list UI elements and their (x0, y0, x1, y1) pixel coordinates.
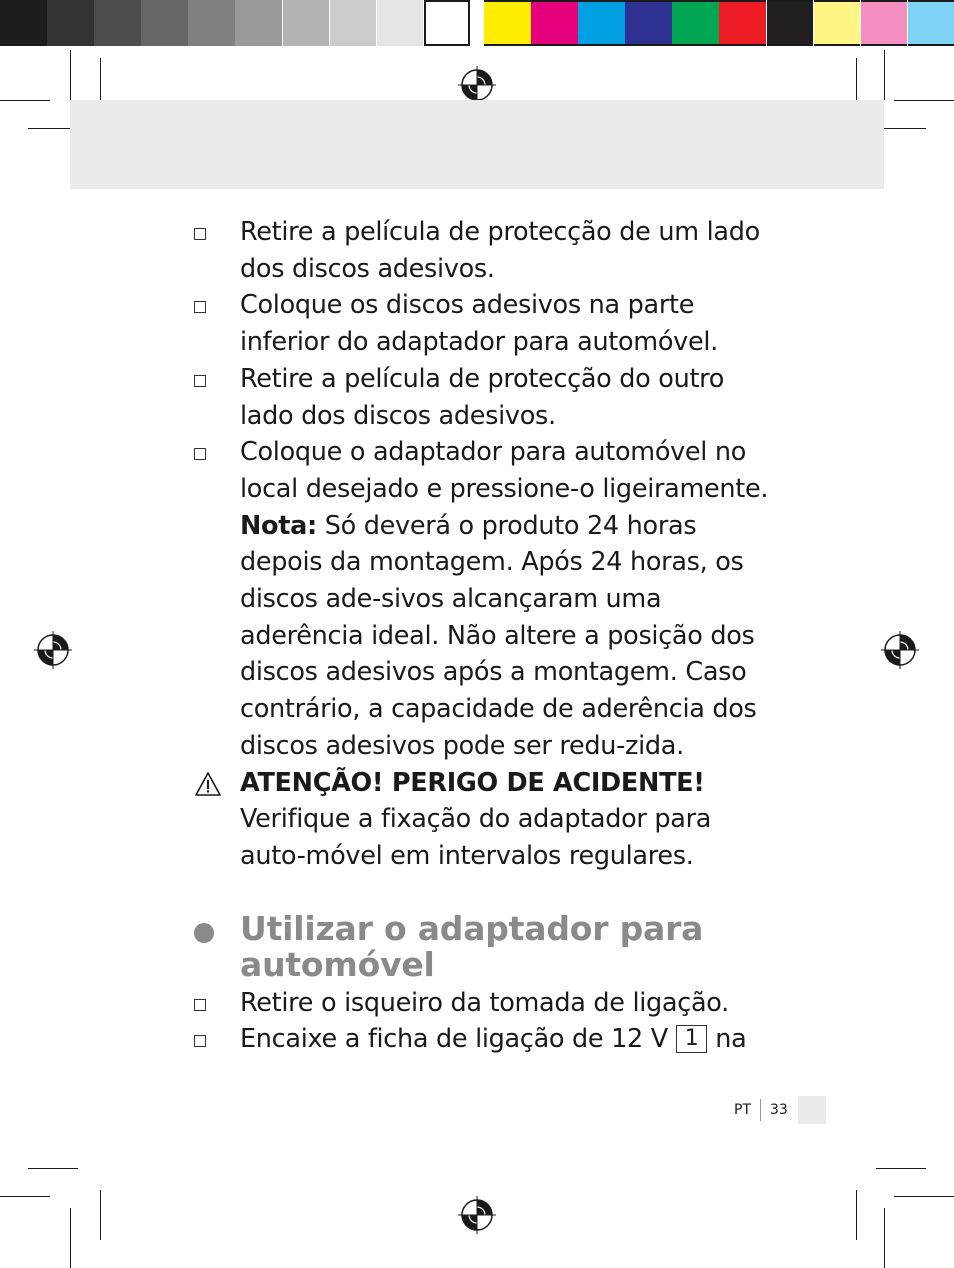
list-item (194, 214, 774, 287)
step-text: Coloque os discos adesivos na parte inferior do adaptador para automóvel. (240, 290, 718, 358)
list-item (194, 1021, 774, 1058)
page-tab (798, 1096, 826, 1124)
crop-mark (876, 1168, 926, 1169)
color-swatch (578, 0, 625, 46)
crop-mark (0, 1196, 50, 1197)
step-text: Retire a película de protecção de um lado dos discos adesivos. (240, 217, 760, 284)
section-heading (194, 908, 774, 984)
crop-mark (0, 100, 50, 101)
color-swatch (672, 0, 719, 46)
color-swatch (908, 0, 954, 46)
color-swatch (861, 0, 908, 46)
step-text: Retire a película de protecção do outro lado dos discos adesivos. (240, 363, 725, 431)
registration-mark-icon (34, 631, 72, 669)
checkbox-bullet-icon (194, 301, 206, 313)
color-swatch (531, 0, 578, 46)
crop-mark (100, 1190, 101, 1240)
checkbox-bullet-icon (194, 228, 206, 240)
gray-swatch (141, 0, 188, 46)
checkbox-bullet-icon (194, 999, 206, 1011)
step-text: na (707, 1024, 747, 1055)
gray-swatch (330, 0, 377, 46)
section-title: Utilizar o adaptador para automóvel (240, 908, 704, 984)
step-text: Encaixe a ficha de ligação de 12 V (240, 1024, 676, 1055)
crop-mark (884, 1208, 885, 1268)
section-dot-icon (194, 923, 214, 943)
crop-mark (28, 1168, 78, 1169)
gray-swatch (377, 0, 424, 46)
crop-mark (894, 100, 954, 101)
gray-swatch (424, 0, 471, 46)
crop-mark (70, 1208, 71, 1268)
crop-mark (100, 58, 101, 104)
part-reference-box: 1 (676, 1025, 708, 1053)
gray-swatch (0, 0, 47, 46)
note-label: Nota: (240, 510, 317, 541)
gray-swatch (188, 0, 235, 46)
color-swatch (767, 0, 814, 46)
warning-title: ATENÇÃO! PERIGO DE ACIDENTE! (240, 767, 705, 798)
list-item (194, 985, 774, 1022)
list-item (194, 287, 774, 360)
checkbox-bullet-icon (194, 448, 206, 460)
page-number: 33 (770, 1102, 788, 1118)
checkbox-bullet-icon (194, 1035, 206, 1047)
list-item (194, 434, 774, 764)
step-text: Retire o isqueiro da tomada de ligação. (240, 987, 729, 1018)
crop-mark (70, 50, 71, 100)
registration-mark-icon (458, 1196, 496, 1234)
checkbox-bullet-icon (194, 375, 206, 387)
warning-triangle-icon (194, 771, 222, 797)
gray-calibration-bar (0, 0, 471, 50)
crop-mark (894, 1196, 954, 1197)
crop-mark (856, 1190, 857, 1240)
note-paragraph (240, 508, 774, 765)
gray-swatch (94, 0, 141, 46)
crop-mark (856, 58, 857, 104)
gray-swatch (235, 0, 282, 46)
note-text: Só deverá o produto 24 horas depois da montagem. Após 24 horas, os discos ade-sivos alcançaram uma aderência ideal. Não altere a posição dos discos adesivos após a montagem. Caso contrário, a capacidade de aderência dos discos adesivos pode ser redu-zida. (240, 510, 757, 761)
warning-block (194, 765, 774, 875)
footer-separator (760, 1099, 761, 1121)
step-text: Coloque o adaptador para automóvel no local desejado e pressione-o ligeiramente. (240, 437, 769, 504)
list-item (194, 361, 774, 434)
registration-mark-icon (881, 631, 919, 669)
color-swatch (814, 0, 861, 46)
language-code: PT (734, 1102, 751, 1118)
gray-swatch (283, 0, 330, 46)
registration-mark-icon (458, 66, 496, 104)
page-content (194, 214, 774, 1058)
gray-swatch (47, 0, 94, 46)
color-calibration-bar (484, 0, 954, 50)
color-swatch (625, 0, 672, 46)
color-swatch (484, 0, 531, 46)
warning-text: Verifique a fixação do adaptador para auto-móvel em intervalos regulares. (240, 804, 712, 871)
page-footer (734, 1096, 826, 1124)
crop-mark (884, 50, 885, 100)
color-swatch (719, 0, 766, 46)
header-band (70, 100, 884, 189)
